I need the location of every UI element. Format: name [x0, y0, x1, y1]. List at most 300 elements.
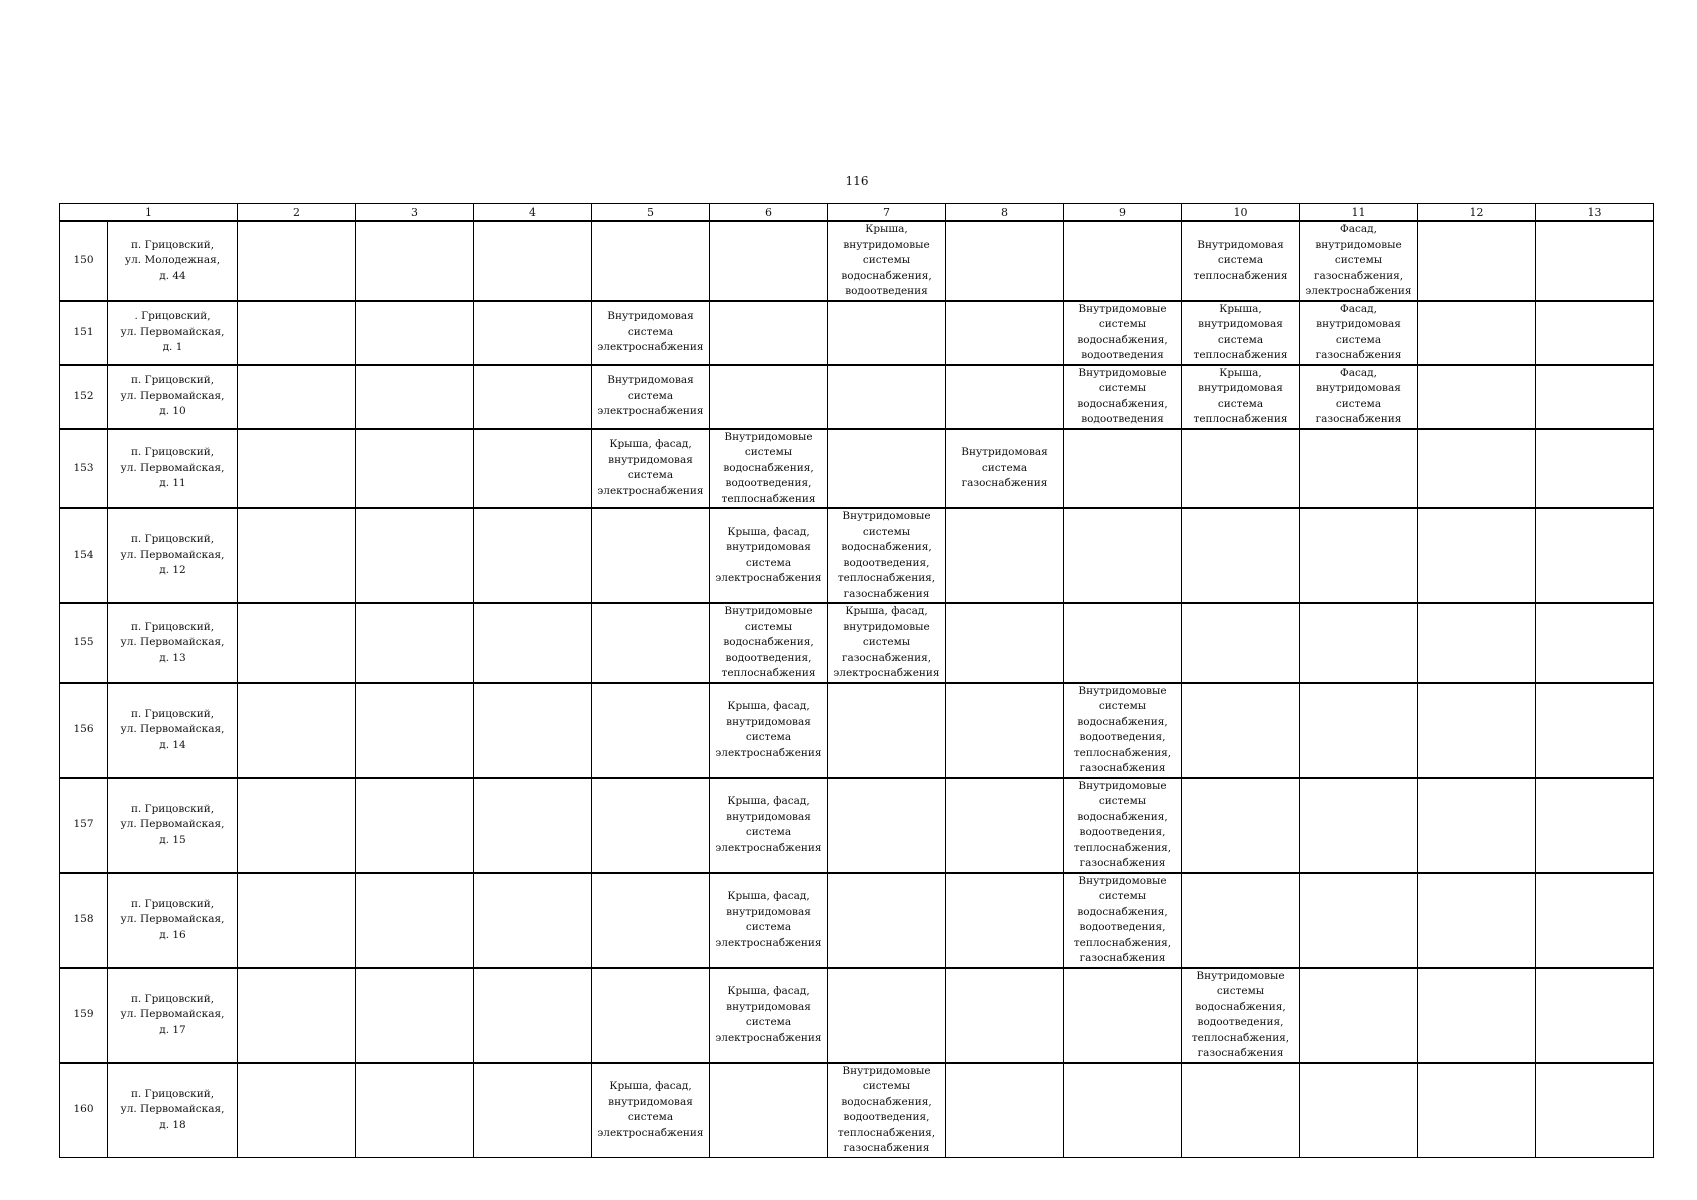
work-cell-col-10 — [1182, 1063, 1300, 1158]
work-text-line: Внутридомовые — [1078, 779, 1167, 792]
work-cell-col-13 — [1536, 683, 1654, 778]
work-cell-col-5 — [592, 301, 710, 365]
table-row — [60, 221, 1654, 301]
work-text-line: Крыша, фасад, — [727, 985, 810, 997]
work-cell-col-9 — [1064, 968, 1182, 1063]
work-cell-col-13 — [1536, 968, 1654, 1063]
work-cell-col-6 — [710, 1063, 828, 1158]
work-cell-col-11 — [1300, 968, 1418, 1063]
work-cell-col-7 — [828, 508, 946, 603]
work-cell-col-10 — [1182, 365, 1300, 429]
work-text-line: теплоснабжения, — [1073, 841, 1172, 854]
work-cell-col-5 — [592, 429, 710, 509]
work-text-line: газоснабжения — [961, 477, 1048, 489]
work-text-line: водоснабжения, — [1077, 905, 1168, 918]
work-text-line: система — [627, 325, 674, 338]
work-text-line: Крыша, фасад, — [727, 700, 810, 712]
work-cell-col-12 — [1418, 221, 1536, 301]
work-text-line: теплоснабжения, — [1073, 936, 1172, 949]
work-text-line: водоснабжения, — [841, 1095, 932, 1108]
work-text-line: система — [745, 921, 792, 933]
work-text-line: водоотведения, — [1079, 921, 1166, 933]
work-text-line: система — [1335, 397, 1382, 410]
address-line: п. Грицовский, — [130, 897, 215, 910]
work-text-line: Крыша, фасад, — [727, 795, 810, 807]
work-cell-col-12 — [1418, 683, 1536, 778]
row-number: 152 — [60, 365, 108, 429]
work-cell-col-4 — [474, 1063, 592, 1158]
work-text-line: системы — [1098, 382, 1147, 394]
work-cell-col-4 — [474, 429, 592, 509]
work-cell-col-2 — [238, 221, 356, 301]
address-cell — [108, 873, 238, 968]
table-row — [60, 603, 1654, 683]
work-text-line: системы — [862, 254, 911, 266]
repair-schedule-table — [59, 203, 1654, 1158]
work-text-line: газоснабжения, — [841, 651, 932, 664]
work-text-line: водоснабжения, — [1077, 810, 1168, 823]
work-text-line: система — [1217, 333, 1264, 346]
address-line: ул. Первомайская, — [120, 818, 225, 831]
address-line: ул. Первомайская, — [120, 548, 225, 561]
address-line: д. 12 — [159, 564, 186, 577]
work-text-line: система — [627, 1111, 674, 1123]
table-row — [60, 968, 1654, 1063]
work-text-line: водоснабжения, — [1195, 1000, 1286, 1013]
work-text-line: системы — [862, 636, 911, 648]
work-text-line: внутридомовые — [843, 620, 930, 633]
work-cell-col-5 — [592, 1063, 710, 1158]
column-header: 8 — [946, 204, 1064, 222]
work-text-line: Фасад, — [1340, 223, 1377, 235]
work-text-line: водоснабжения, — [1077, 715, 1168, 728]
column-number-header — [60, 204, 1654, 222]
work-text-line: внутридомовая — [1198, 382, 1283, 394]
work-text-line: водоотведения, — [1197, 1016, 1284, 1028]
work-cell-col-8 — [946, 221, 1064, 301]
work-cell-col-4 — [474, 508, 592, 603]
work-text-line: электроснабжения — [597, 341, 704, 354]
work-cell-col-8 — [946, 429, 1064, 509]
address-line: ул. Первомайская, — [120, 325, 225, 338]
work-cell-col-2 — [238, 968, 356, 1063]
work-text-line: электроснабжения — [715, 746, 822, 759]
work-cell-col-3 — [356, 603, 474, 683]
address-cell — [108, 508, 238, 603]
work-cell-col-13 — [1536, 429, 1654, 509]
work-cell-col-4 — [474, 873, 592, 968]
work-cell-col-3 — [356, 1063, 474, 1158]
work-cell-col-2 — [238, 508, 356, 603]
work-text-line: Внутридомовая — [961, 446, 1048, 458]
address-cell — [108, 1063, 238, 1158]
row-number: 153 — [60, 429, 108, 509]
work-cell-col-7 — [828, 603, 946, 683]
work-cell-col-8 — [946, 301, 1064, 365]
address-line: д. 11 — [159, 477, 186, 489]
work-text-line: электроснабжения — [1305, 285, 1412, 297]
column-header: 6 — [710, 204, 828, 222]
work-text-line: теплоснабжения — [1193, 413, 1288, 425]
row-number: 157 — [60, 778, 108, 873]
work-text-line: водоотведения, — [843, 1111, 930, 1123]
work-text-line: системы — [744, 446, 793, 458]
work-cell-col-3 — [356, 873, 474, 968]
table-row — [60, 1063, 1654, 1158]
work-cell-col-4 — [474, 365, 592, 429]
address-cell — [108, 365, 238, 429]
address-line: ул. Молодежная, — [124, 254, 221, 266]
work-cell-col-12 — [1418, 968, 1536, 1063]
address-line: д. 44 — [159, 269, 186, 282]
work-cell-col-5 — [592, 508, 710, 603]
address-line: д. 13 — [159, 651, 186, 664]
work-cell-col-13 — [1536, 778, 1654, 873]
address-cell — [108, 429, 238, 509]
work-cell-col-2 — [238, 603, 356, 683]
work-text-line: электроснабжения — [597, 1126, 704, 1139]
work-text-line: водоснабжения, — [1077, 333, 1168, 346]
address-line: д. 17 — [159, 1023, 186, 1036]
address-line: п. Грицовский, — [130, 1087, 215, 1100]
work-text-line: Внутридомовая — [607, 310, 694, 323]
work-cell-col-7 — [828, 301, 946, 365]
work-text-line: система — [745, 826, 792, 838]
work-cell-col-12 — [1418, 508, 1536, 603]
work-cell-col-7 — [828, 778, 946, 873]
work-cell-col-3 — [356, 301, 474, 365]
work-cell-col-5 — [592, 873, 710, 968]
address-line: д. 1 — [162, 341, 183, 354]
column-header: 13 — [1536, 204, 1654, 222]
work-text-line: теплоснабжения — [1193, 349, 1288, 361]
work-cell-col-10 — [1182, 683, 1300, 778]
work-text-line: Крыша, фасад, — [727, 525, 810, 538]
work-cell-col-4 — [474, 778, 592, 873]
work-text-line: Крыша, фасад, — [609, 1080, 692, 1092]
work-text-line: водоснабжения, — [841, 541, 932, 553]
work-text-line: электроснабжения — [715, 936, 822, 949]
address-cell — [108, 968, 238, 1063]
work-cell-col-8 — [946, 1063, 1064, 1158]
work-cell-col-9 — [1064, 429, 1182, 509]
column-header: 10 — [1182, 204, 1300, 222]
table-body — [60, 221, 1654, 1157]
address-line: д. 15 — [159, 833, 186, 846]
work-cell-col-6 — [710, 873, 828, 968]
work-text-line: системы — [862, 525, 911, 538]
work-text-line: системы — [744, 620, 793, 633]
table-row — [60, 301, 1654, 365]
work-cell-col-12 — [1418, 365, 1536, 429]
address-line: д. 16 — [159, 928, 186, 941]
address-line: д. 10 — [159, 405, 186, 418]
work-text-line: системы — [1098, 890, 1147, 902]
work-cell-col-3 — [356, 221, 474, 301]
work-cell-col-6 — [710, 508, 828, 603]
work-cell-col-11 — [1300, 365, 1418, 429]
work-text-line: теплоснабжения — [721, 667, 816, 679]
address-line: п. Грицовский, — [130, 446, 215, 458]
work-text-line: теплоснабжения, — [837, 1126, 936, 1139]
work-cell-col-9 — [1064, 873, 1182, 968]
work-cell-col-7 — [828, 1063, 946, 1158]
work-cell-col-9 — [1064, 301, 1182, 365]
work-text-line: система — [627, 469, 674, 482]
work-text-line: система — [745, 556, 792, 569]
column-header: 9 — [1064, 204, 1182, 222]
work-cell-col-10 — [1182, 603, 1300, 683]
work-text-line: Фасад, — [1340, 366, 1377, 379]
work-cell-col-5 — [592, 968, 710, 1063]
work-cell-col-8 — [946, 508, 1064, 603]
work-cell-col-4 — [474, 683, 592, 778]
work-cell-col-3 — [356, 508, 474, 603]
work-text-line: системы — [862, 1080, 911, 1092]
work-text-line: газоснабжения — [1315, 349, 1402, 361]
work-text-line: водоснабжения, — [723, 461, 814, 474]
work-text-line: Крыша, фасад, — [727, 890, 810, 902]
work-text-line: газоснабжения — [1315, 413, 1402, 425]
work-text-line: Фасад, — [1340, 302, 1377, 315]
work-text-line: система — [745, 731, 792, 743]
work-text-line: Внутридомовые — [842, 510, 931, 522]
work-text-line: внутридомовые — [1315, 238, 1402, 251]
work-text-line: системы — [1098, 318, 1147, 330]
work-cell-col-13 — [1536, 508, 1654, 603]
work-cell-col-13 — [1536, 603, 1654, 683]
table-row — [60, 365, 1654, 429]
work-text-line: внутридомовая — [726, 905, 811, 918]
work-text-line: водоотведения, — [1079, 731, 1166, 743]
address-cell — [108, 603, 238, 683]
work-text-line: система — [1335, 333, 1382, 346]
work-cell-col-2 — [238, 301, 356, 365]
work-cell-col-4 — [474, 221, 592, 301]
work-text-line: внутридомовая — [726, 1000, 811, 1013]
column-header: 4 — [474, 204, 592, 222]
work-cell-col-3 — [356, 778, 474, 873]
work-text-line: Внутридомовые — [842, 1064, 931, 1077]
work-cell-col-5 — [592, 683, 710, 778]
work-cell-col-5 — [592, 603, 710, 683]
work-text-line: газоснабжения — [843, 587, 930, 600]
work-text-line: Внутридомовые — [724, 605, 813, 617]
address-line: ул. Первомайская, — [120, 723, 225, 736]
work-cell-col-10 — [1182, 221, 1300, 301]
work-cell-col-2 — [238, 778, 356, 873]
work-cell-col-11 — [1300, 683, 1418, 778]
address-line: п. Грицовский, — [130, 802, 215, 815]
work-cell-col-5 — [592, 365, 710, 429]
work-text-line: Внутридомовые — [724, 430, 813, 443]
work-cell-col-2 — [238, 683, 356, 778]
address-cell — [108, 221, 238, 301]
work-cell-col-13 — [1536, 301, 1654, 365]
work-cell-col-13 — [1536, 873, 1654, 968]
work-cell-col-4 — [474, 301, 592, 365]
work-text-line: Внутридомовые — [1078, 684, 1167, 697]
work-cell-col-9 — [1064, 778, 1182, 873]
work-cell-col-3 — [356, 968, 474, 1063]
work-cell-col-9 — [1064, 1063, 1182, 1158]
work-cell-col-11 — [1300, 221, 1418, 301]
work-cell-col-12 — [1418, 873, 1536, 968]
work-cell-col-10 — [1182, 778, 1300, 873]
column-header: 2 — [238, 204, 356, 222]
work-text-line: газоснабжения — [843, 1142, 930, 1154]
work-text-line: Крыша, — [1219, 302, 1262, 315]
row-number: 159 — [60, 968, 108, 1063]
work-cell-col-6 — [710, 968, 828, 1063]
address-line: ул. Первомайская, — [120, 1103, 225, 1116]
work-cell-col-8 — [946, 683, 1064, 778]
work-cell-col-5 — [592, 221, 710, 301]
row-number: 160 — [60, 1063, 108, 1158]
work-text-line: водоотведения, — [725, 651, 812, 664]
work-text-line: газоснабжения — [1079, 952, 1166, 964]
work-text-line: система — [1217, 397, 1264, 410]
row-number: 154 — [60, 508, 108, 603]
work-text-line: теплоснабжения — [1193, 269, 1288, 282]
work-cell-col-6 — [710, 365, 828, 429]
work-cell-col-9 — [1064, 508, 1182, 603]
table-row — [60, 873, 1654, 968]
work-text-line: теплоснабжения, — [1191, 1031, 1290, 1044]
work-cell-col-3 — [356, 683, 474, 778]
work-cell-col-11 — [1300, 603, 1418, 683]
work-cell-col-6 — [710, 778, 828, 873]
column-header: 12 — [1418, 204, 1536, 222]
work-text-line: Внутридомовые — [1078, 874, 1167, 887]
work-text-line: Внутридомовые — [1078, 302, 1167, 315]
work-cell-col-9 — [1064, 365, 1182, 429]
address-line: п. Грицовский, — [130, 533, 215, 546]
work-text-line: газоснабжения — [1197, 1047, 1284, 1059]
work-text-line: газоснабжения — [1079, 857, 1166, 869]
work-text-line: системы — [1098, 795, 1147, 807]
work-cell-col-13 — [1536, 1063, 1654, 1158]
work-text-line: электроснабжения — [833, 667, 940, 679]
address-line: ул. Первомайская, — [120, 461, 225, 474]
work-text-line: водоснабжения, — [723, 636, 814, 648]
work-cell-col-12 — [1418, 603, 1536, 683]
work-cell-col-8 — [946, 968, 1064, 1063]
work-cell-col-6 — [710, 301, 828, 365]
work-text-line: газоснабжения — [1079, 762, 1166, 774]
address-line: п. Грицовский, — [130, 238, 215, 251]
row-number: 156 — [60, 683, 108, 778]
work-cell-col-11 — [1300, 301, 1418, 365]
work-cell-col-7 — [828, 429, 946, 509]
work-text-line: внутридомовая — [608, 453, 693, 466]
work-text-line: внутридомовая — [726, 810, 811, 823]
work-cell-col-12 — [1418, 429, 1536, 509]
work-cell-col-8 — [946, 778, 1064, 873]
work-cell-col-2 — [238, 365, 356, 429]
work-cell-col-9 — [1064, 603, 1182, 683]
work-text-line: теплоснабжения — [721, 492, 816, 505]
row-number: 155 — [60, 603, 108, 683]
address-line: п. Грицовский, — [130, 374, 215, 387]
table-row — [60, 508, 1654, 603]
work-cell-col-8 — [946, 365, 1064, 429]
address-line: п. Грицовский, — [130, 620, 215, 633]
work-cell-col-6 — [710, 221, 828, 301]
work-text-line: электроснабжения — [715, 572, 822, 584]
table-row — [60, 683, 1654, 778]
column-header: 5 — [592, 204, 710, 222]
work-text-line: Внутридомовые — [1078, 366, 1167, 379]
work-text-line: водоснабжения, — [1077, 397, 1168, 410]
work-cell-col-7 — [828, 365, 946, 429]
work-text-line: внутридомовые — [843, 238, 930, 251]
address-line: ул. Первомайская, — [120, 1008, 225, 1021]
work-text-line: Крыша, — [865, 223, 908, 235]
work-cell-col-6 — [710, 603, 828, 683]
column-header: 3 — [356, 204, 474, 222]
work-cell-col-11 — [1300, 429, 1418, 509]
work-cell-col-12 — [1418, 1063, 1536, 1158]
work-text-line: теплоснабжения, — [837, 572, 936, 584]
work-cell-col-3 — [356, 365, 474, 429]
address-line: д. 14 — [159, 738, 186, 751]
work-cell-col-10 — [1182, 873, 1300, 968]
work-text-line: водоотведения — [845, 285, 928, 297]
page-number: 116 — [845, 174, 869, 188]
address-line: . Грицовский, — [134, 310, 211, 323]
work-cell-col-9 — [1064, 221, 1182, 301]
work-text-line: Крыша, фасад, — [609, 438, 692, 451]
work-cell-col-10 — [1182, 301, 1300, 365]
work-text-line: Внутридомовая — [607, 374, 694, 387]
work-text-line: Крыша, фасад, — [845, 605, 928, 617]
work-text-line: газоснабжения, — [1313, 269, 1404, 282]
work-cell-col-10 — [1182, 508, 1300, 603]
work-cell-col-12 — [1418, 301, 1536, 365]
work-text-line: водоотведения, — [1079, 826, 1166, 838]
work-cell-col-2 — [238, 1063, 356, 1158]
work-cell-col-10 — [1182, 429, 1300, 509]
work-text-line: теплоснабжения, — [1073, 746, 1172, 759]
work-text-line: системы — [1334, 254, 1383, 266]
work-cell-col-2 — [238, 429, 356, 509]
work-cell-col-7 — [828, 683, 946, 778]
work-text-line: внутридомовая — [726, 715, 811, 728]
work-cell-col-8 — [946, 603, 1064, 683]
work-cell-col-3 — [356, 429, 474, 509]
row-number: 151 — [60, 301, 108, 365]
work-cell-col-7 — [828, 873, 946, 968]
work-cell-col-7 — [828, 221, 946, 301]
work-text-line: системы — [1098, 700, 1147, 712]
work-text-line: системы — [1216, 985, 1265, 997]
row-number: 158 — [60, 873, 108, 968]
work-text-line: Внутридомовые — [1196, 969, 1285, 982]
work-text-line: электроснабжения — [715, 841, 822, 854]
work-cell-col-11 — [1300, 1063, 1418, 1158]
work-cell-col-10 — [1182, 968, 1300, 1063]
address-line: д. 18 — [159, 1118, 186, 1131]
work-text-line: система — [981, 461, 1028, 474]
work-text-line: внутридомовая — [608, 1095, 693, 1108]
work-text-line: водоотведения — [1081, 349, 1164, 361]
work-text-line: водоснабжения, — [841, 269, 932, 282]
work-cell-col-13 — [1536, 365, 1654, 429]
work-cell-col-4 — [474, 603, 592, 683]
address-cell — [108, 683, 238, 778]
work-text-line: электроснабжения — [715, 1031, 822, 1044]
